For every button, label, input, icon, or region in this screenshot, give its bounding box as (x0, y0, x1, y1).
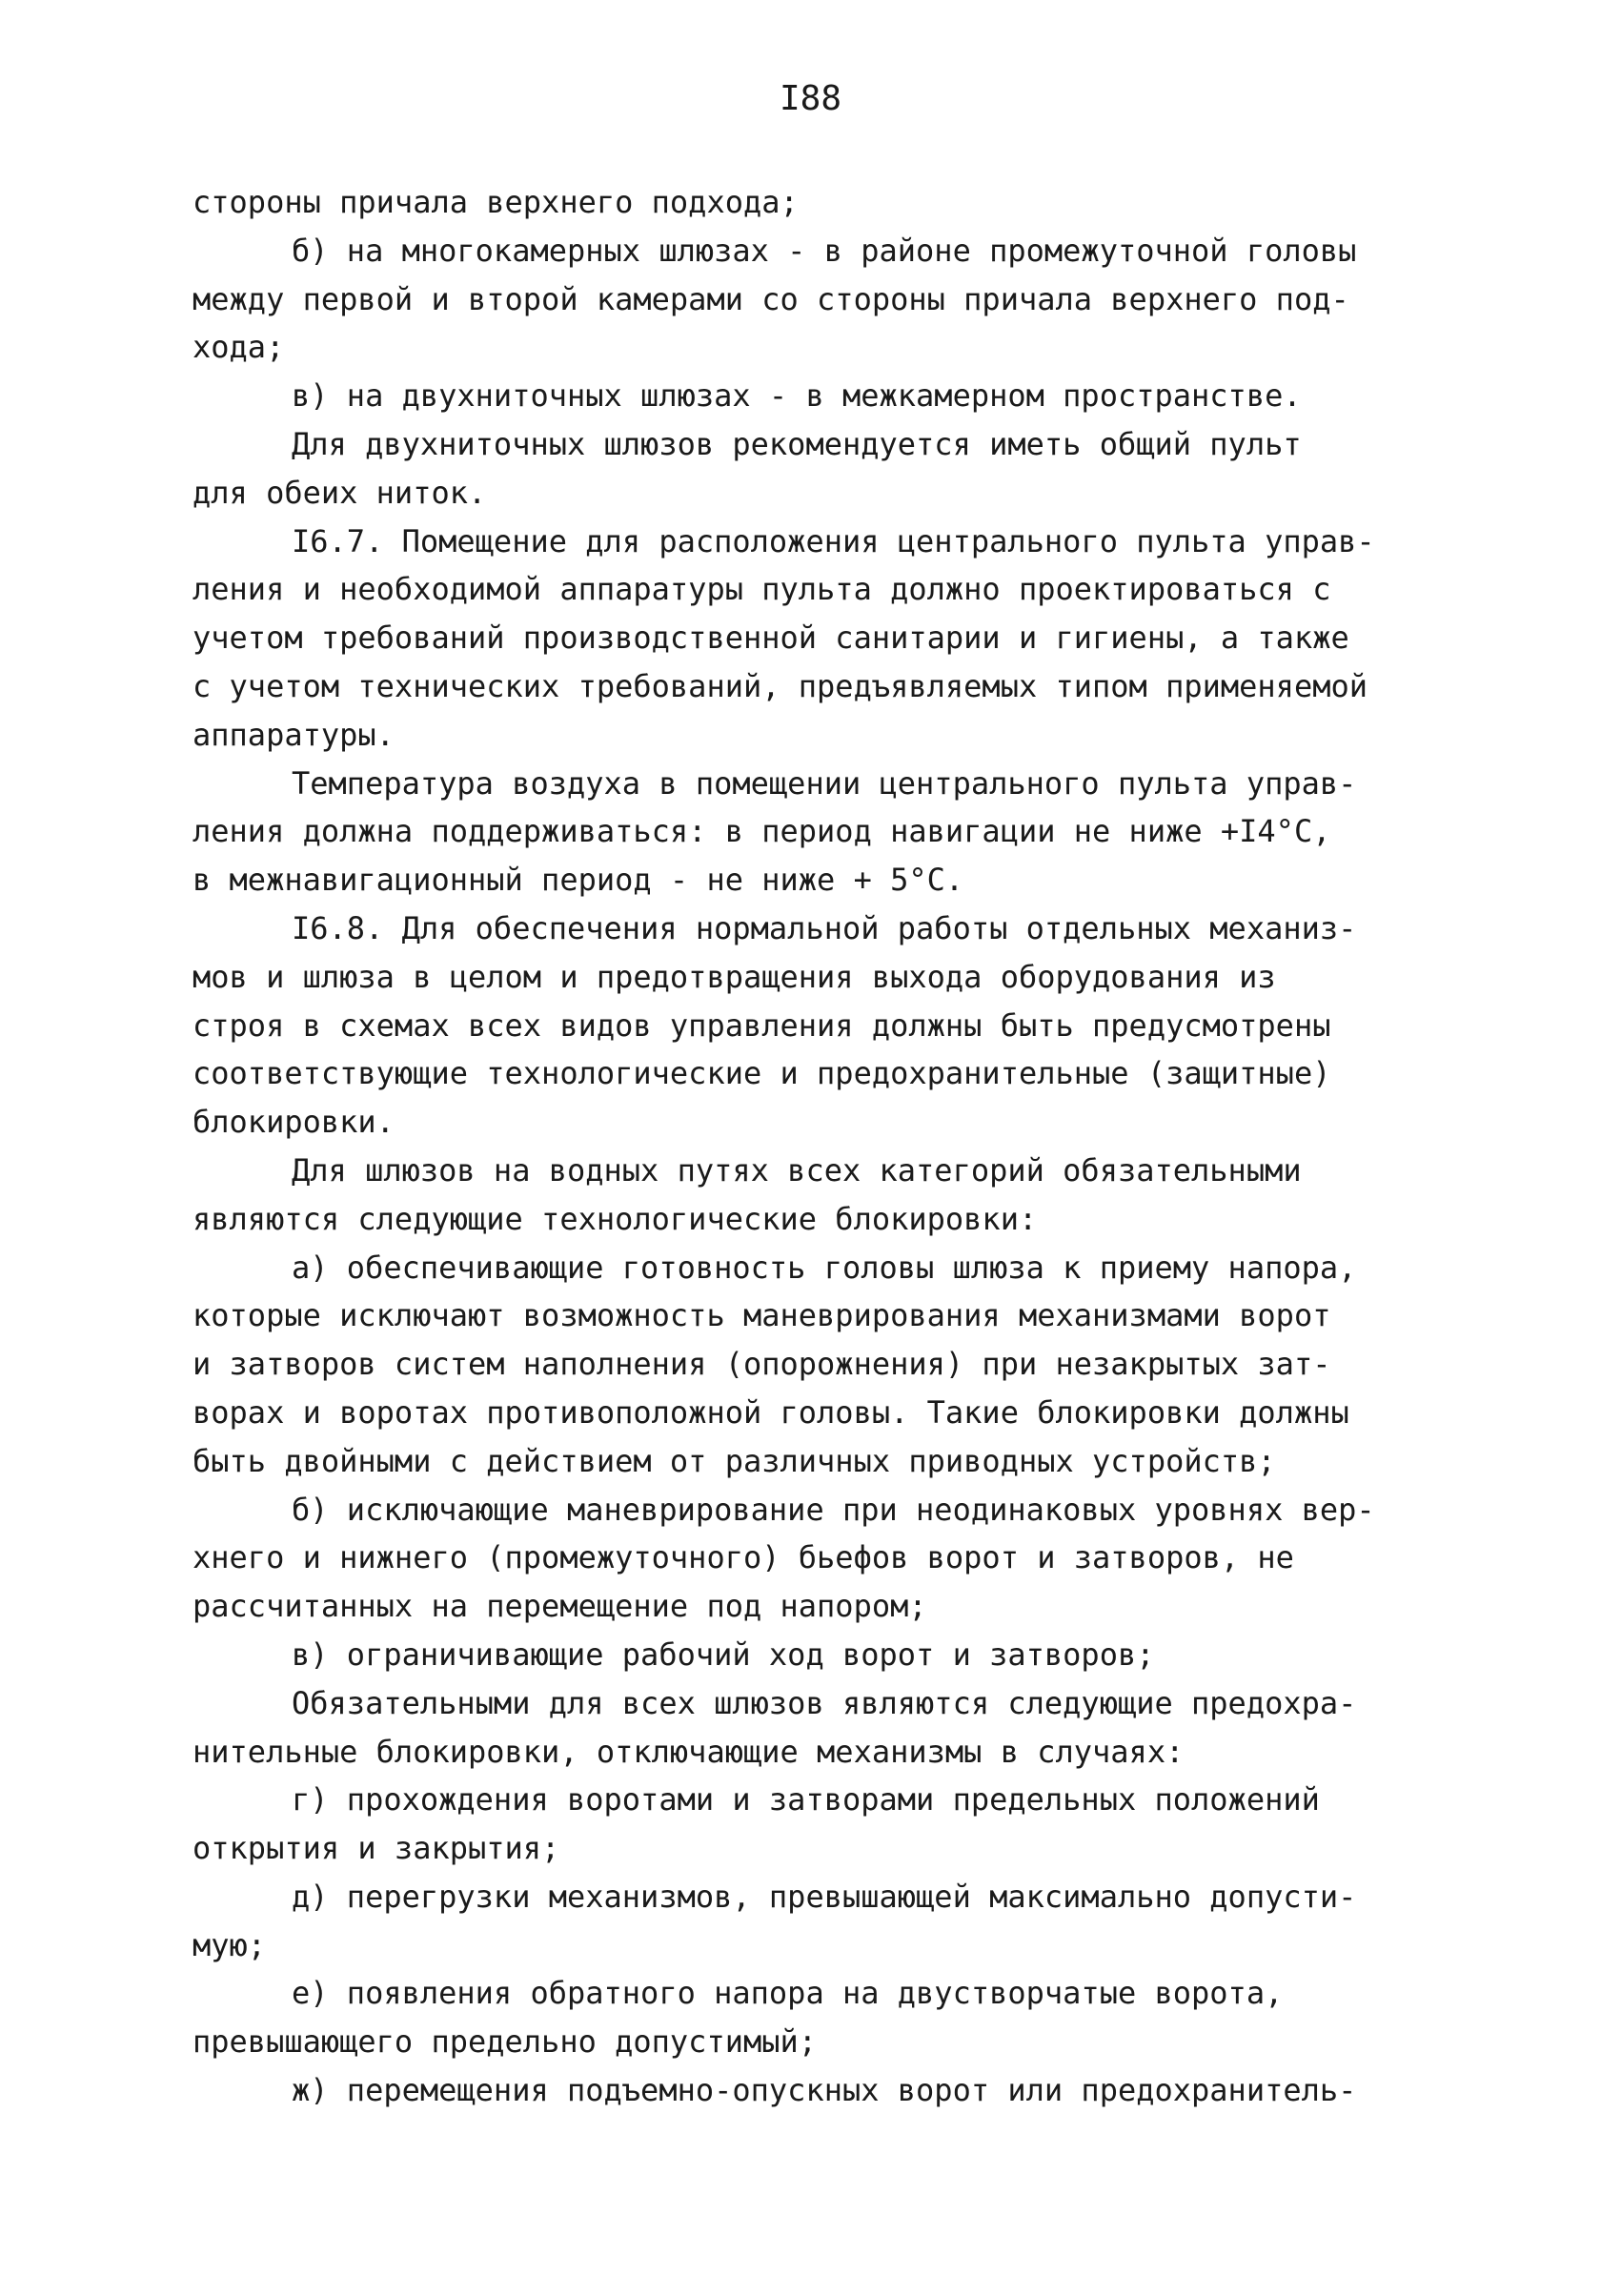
text-line: соответствующие технологические и предохранительные (защитные) (192, 1055, 1331, 1092)
text-line: хода; (192, 329, 285, 366)
text-line: мую; (192, 1926, 267, 1963)
text-line: и затворов систем наполнения (опорожнения) при незакрытых зат- (192, 1346, 1331, 1383)
text-line: ворах и воротах противоположной головы. Такие блокировки должны (192, 1393, 1349, 1431)
text-line: рассчитанных на перемещение под напором; (192, 1588, 927, 1625)
text-line: г) прохождения воротами и затворами предельных положений (292, 1781, 1320, 1819)
text-line: Для шлюзов на водных путях всех категорий обязательными (292, 1151, 1302, 1189)
text-line: б) исключающие маневрирование при неодинаковых уровнях вер- (292, 1491, 1375, 1528)
text-line: ления и необходимой аппаратуры пульта должно проектироваться с (192, 571, 1331, 608)
text-line: быть двойными с действием от различных приводных устройств; (192, 1442, 1276, 1479)
text-line: стороны причала верхнего подхода; (192, 184, 799, 220)
text-line: хнего и нижнего (промежуточного) бьефов ворот и затворов, не (192, 1539, 1294, 1576)
text-line: являются следующие технологические блокировки: (192, 1200, 1038, 1237)
text-line: Для двухниточных шлюзов рекомендуется иметь общий пульт (292, 425, 1302, 462)
text-line: I6.8. Для обеспечения нормальной работы отдельных механиз- (292, 909, 1357, 946)
text-line: Обязательными для всех шлюзов являются следующие предохра- (292, 1684, 1357, 1721)
page-number: I88 (779, 79, 842, 118)
text-line: д) перегрузки механизмов, превышающей максимально допусти- (292, 1878, 1357, 1915)
text-line: нительные блокировки, отключающие механизмы в случаях: (192, 1733, 1185, 1770)
text-line: а) обеспечивающие готовность головы шлюза к приему напора, (292, 1249, 1357, 1286)
text-line: в) ограничивающие рабочий ход ворот и затворов; (292, 1636, 1155, 1673)
text-line: ж) перемещения подъемно-опускных ворот или предохранитель- (292, 2072, 1357, 2109)
text-line: учетом требований производственной санитарии и гигиены, а также (192, 620, 1349, 657)
text-line: аппаратуры. (192, 716, 395, 753)
text-line: блокировки. (192, 1104, 395, 1141)
body-text (192, 178, 1450, 2115)
text-line: б) на многокамерных шлюзах - в районе промежуточной головы (292, 232, 1357, 269)
text-line: в) на двухниточных шлюзах - в межкамерном пространстве. (292, 377, 1302, 415)
text-line: е) появления обратного напора на двустворчатые ворота, (292, 1975, 1284, 2012)
text-line: мов и шлюза в целом и предотвращения выхода оборудования из (192, 958, 1276, 995)
text-line: между первой и второй камерами со стороны причала верхнего под- (192, 280, 1349, 317)
text-line: I6.7. Помещение для расположения центрального пульта управ- (292, 522, 1375, 559)
text-line: открытия и закрытия; (192, 1830, 560, 1867)
text-line: превышающего предельно допустимый; (192, 2023, 818, 2061)
text-line: которые исключают возможность маневрирования механизмами ворот (192, 1297, 1331, 1334)
text-line: строя в схемах всех видов управления должны быть предусмотрены (192, 1006, 1331, 1044)
text-line: для обеих ниток. (192, 474, 487, 511)
text-line: в межнавигационный период - не ниже + 5°С. (192, 862, 964, 899)
text-line: с учетом технических требований, предъявляемых типом применяемой (192, 667, 1368, 704)
text-line: Температура воздуха в помещении центрального пульта управ- (292, 764, 1357, 802)
text-line: ления должна поддерживаться: в период навигации не ниже +I4°С, (192, 813, 1331, 850)
